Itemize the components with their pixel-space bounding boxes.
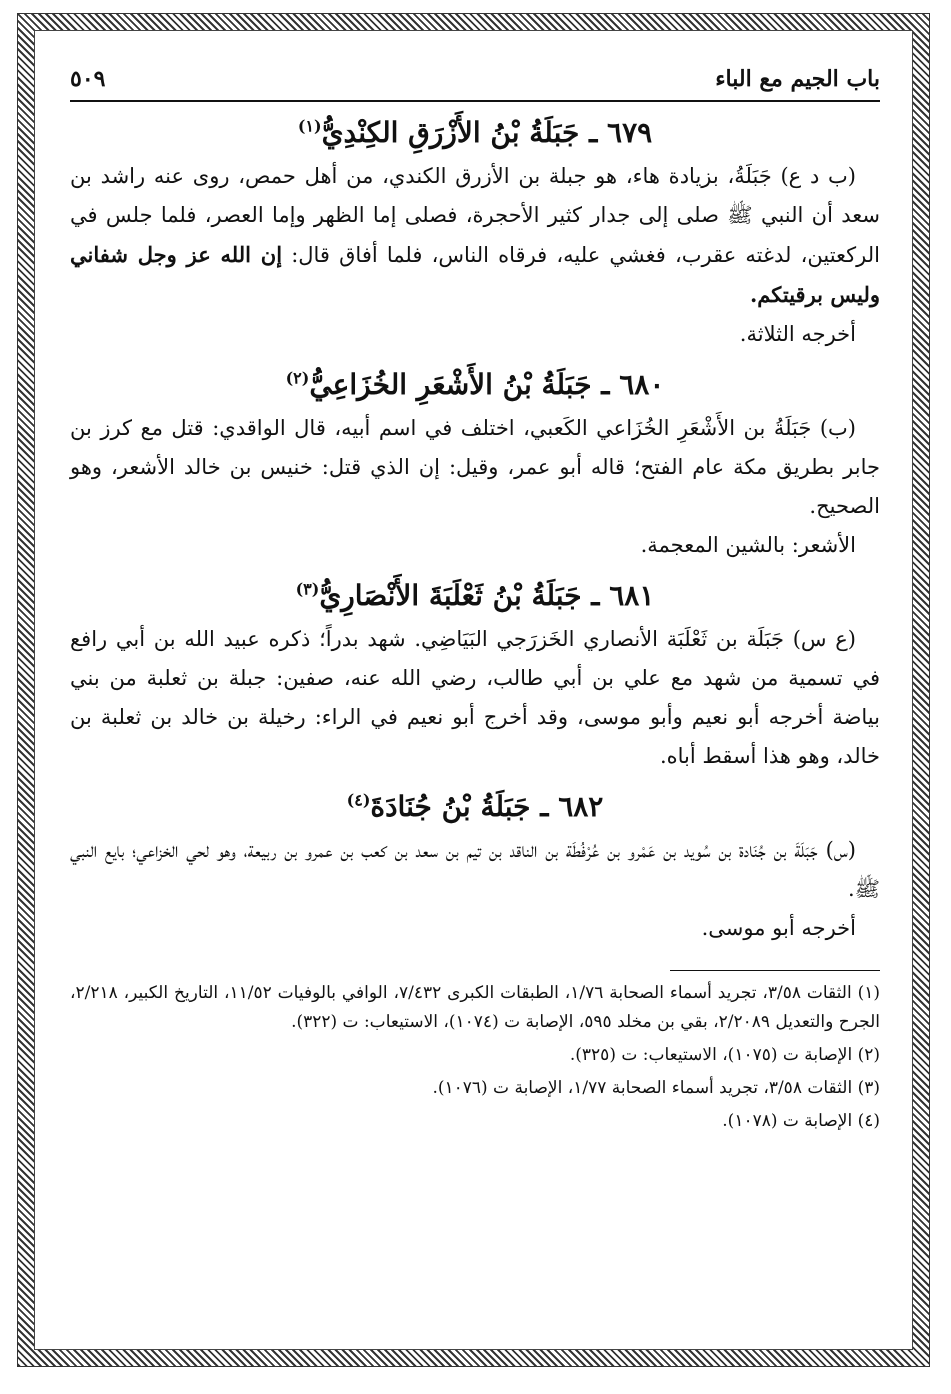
- footnotes: [70, 979, 880, 1136]
- entry-paragraph: (س) جَبَلَةَ بن جُنَادة بن سُويد بن عَمْرو بن عُرْفُطَة بن الناقد بن تيم بن سعد بن كعب بن عمرو بن ربيعة، وهو لحي الخزاعي؛ بايع النبي ﷺ.: [70, 838, 880, 901]
- entry-title-text: ٦٧٩ ـ جَبَلَةُ بْنُ الأَزْرَقِ الكِنْدِيُّ: [321, 116, 653, 149]
- entry-title: [70, 579, 880, 612]
- footnote-ref: (٤): [346, 790, 371, 810]
- footnote: (٣) الثقات ٣/٥٨، تجريد أسماء الصحابة ١/٧٧، الإصابة ت (١٠٧٦).: [432, 1078, 880, 1098]
- footnote-separator: [670, 970, 880, 971]
- entry-paragraph: [70, 157, 880, 315]
- entry-text: (ب د ع) جَبَلَةُ، بزيادة هاء، هو جبلة بن الأزرق الكندي، من أهل حمص، روى عنه راشد بن سعد أن النبي ﷺ صلى إلى جدار كثير الأحجرة، فصلى إما الظهر وإما العصر، فلما جلس في الركعتين، لدغته عقرب، فغشي عليه، فرقاه الناس، فلما أفاق قال:: [70, 164, 880, 267]
- entry-title: [70, 790, 880, 823]
- page-body: [70, 60, 880, 1140]
- entry-title-text: ٦٨١ ـ جَبَلَةُ بْنُ ثَعْلَبَةَ الأَنْصَارِيُّ: [319, 579, 655, 612]
- footnote-ref: (٢): [285, 368, 310, 388]
- entry-title: [70, 116, 880, 149]
- entry-paragraph: أخرجه الثلاثة.: [739, 322, 856, 346]
- page-header: [70, 60, 880, 102]
- footnote-ref: (١): [297, 116, 322, 136]
- entry-title: [70, 368, 880, 401]
- page-number: ٥٠٩: [70, 66, 106, 92]
- footnote: (٤) الإصابة ت (١٠٧٨).: [722, 1111, 880, 1131]
- entry-title-text: ٦٨٢ ـ جَبَلَةُ بْنُ جُنَادَةَ: [370, 790, 604, 823]
- entry-paragraph: (ب) جَبَلَةُ بن الأَشْعَرِ الخُزَاعي الكَعبي، اختلف في اسم أبيه، قال الواقدي: قتل مع كرز بن جابر بطريق مكة عام الفتح؛ قاله أبو عمر، وقيل: إن الذي قتل: خنيس بن خالد الأشعر، وهو الصحيح.: [70, 416, 880, 518]
- footnote: (١) الثقات ٣/٥٨، تجريد أسماء الصحابة ١/٧٦، الطبقات الكبرى ٧/٤٣٢، الوافي بالوفيات ١١/٥٢، التاريخ الكبير، ٢/٢١٨، الجرح والتعديل ٢/٢٠٨٩، بقي بن مخلد ٥٩٥، الإصابة ت (١٠٧٤)، الاستيعاب: ت (٣٢٢).: [70, 983, 880, 1032]
- footnote: (٢) الإصابة ت (١٠٧٥)، الاستيعاب: ت (٣٢٥).: [569, 1045, 880, 1065]
- entry-title-text: ٦٨٠ ـ جَبَلَةُ بْنُ الأَشْعَرِ الخُزَاعِيُّ: [309, 368, 665, 401]
- footnote-ref: (٣): [295, 579, 320, 599]
- entry-paragraph: أخرجه أبو موسى.: [701, 916, 856, 940]
- chapter-title: باب الجيم مع الباء: [715, 66, 880, 92]
- entry-paragraph: الأشعر: بالشين المعجمة.: [640, 533, 856, 557]
- entry-paragraph: (ع س) جَبَلَة بن ثَعْلَبَة الأنصاري الخَزرَجي البَيَاضِي. شهد بدراً؛ ذكره عبيد الله بن أبي رافع في تسمية من شهد مع علي بن أبي طالب، رضي الله عنه، صفين: جبلة بن ثعلبة من بني بياضة أخرجه أبو نعيم وأبو موسى، وقد أخرج أبو نعيم في الراء: رخيلة بن خالد بن ثعلبة بن خالد، وهو هذا أسقط أباه.: [70, 627, 880, 768]
- quoted-saying: إن الله عز وجل شفاني وليس برقيتكم.: [70, 242, 880, 307]
